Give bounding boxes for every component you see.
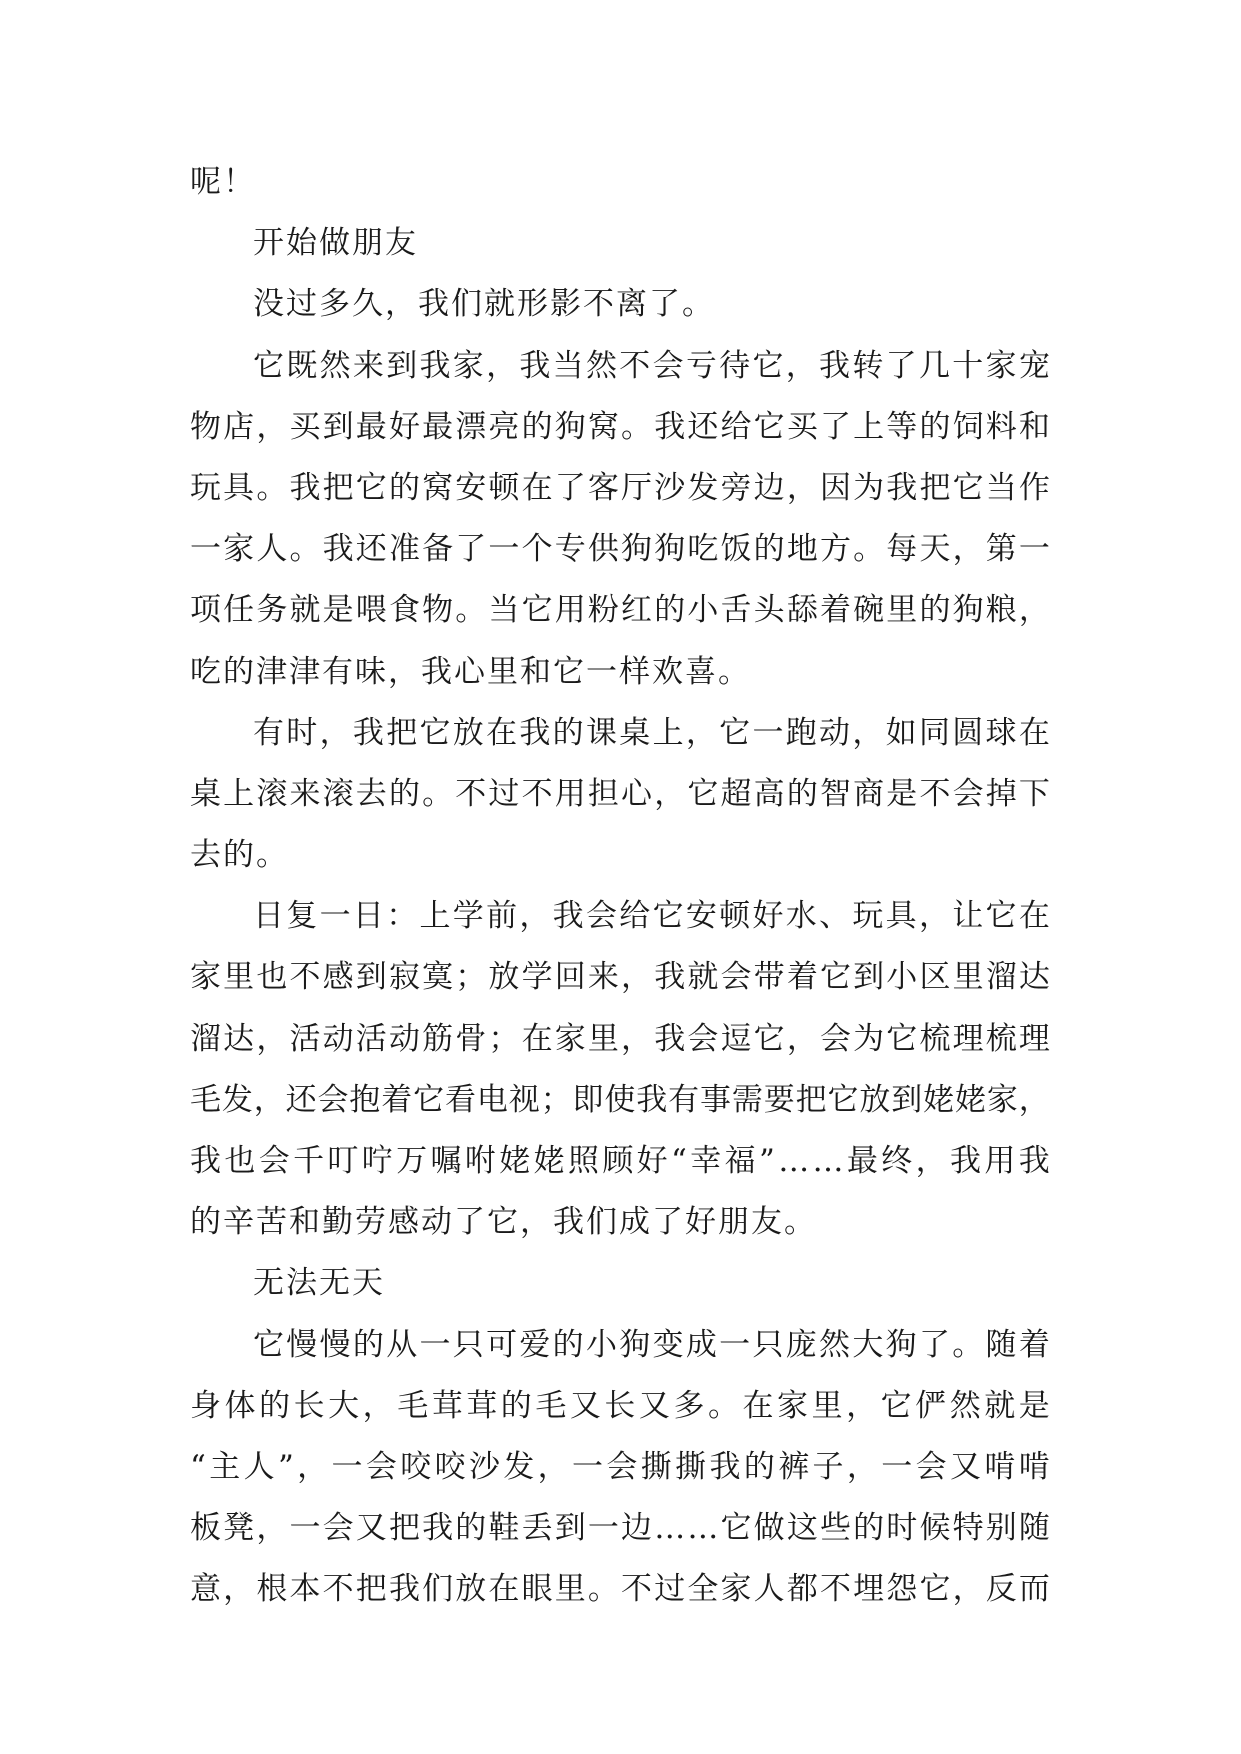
- text-line: 身 体 的 长 大 ， 毛 茸 茸 的 毛 又 长 又 多 。 在 家 里 ， 它 俨 然 就 是: [190, 1387, 1050, 1424]
- text-line: 家 里 也 不 感 到 寂 寞 ； 放 学 回 来 ， 我 就 会 带 着 它 到 小 区 里 溜 达: [190, 959, 1050, 996]
- document-body: [190, 152, 1050, 1621]
- text-line: 的辛苦和勤劳感动了它，我们成了好朋友。: [190, 1204, 817, 1241]
- text-line: 没过多久，我们就形影不离了。: [253, 286, 715, 323]
- text-line: 日 复 一 日 ： 上 学 前 ， 我 会 给 它 安 顿 好 水 、 玩 具 ， 让 它 在: [253, 898, 1050, 935]
- text-line: 溜 达 ， 活 动 活 动 筋 骨 ； 在 家 里 ， 我 会 逗 它 ， 会 为 它 梳 理 梳 理: [190, 1020, 1050, 1057]
- text-line: 无法无天: [253, 1265, 385, 1302]
- text-line: 一 家 人 。 我 还 准 备 了 一 个 专 供 狗 狗 吃 饭 的 地 方 。 每 天 ， 第 一: [190, 531, 1050, 568]
- text-line: 板 凳 ， 一 会 又 把 我 的 鞋 丢 到 一 边 … … 它 做 这 些 的 时 候 特 别 随: [190, 1510, 1050, 1547]
- text-line: 它 既 然 来 到 我 家 ， 我 当 然 不 会 亏 待 它 ， 我 转 了 几 十 家 宠: [253, 347, 1050, 384]
- text-line: 去的。: [190, 837, 289, 874]
- text-line: 它 慢 慢 的 从 一 只 可 爱 的 小 狗 变 成 一 只 庞 然 大 狗 了 。 随 着: [253, 1326, 1050, 1363]
- text-line: 有 时 ， 我 把 它 放 在 我 的 课 桌 上 ， 它 一 跑 动 ， 如 同 圆 球 在: [253, 714, 1050, 751]
- text-line: 项 任 务 就 是 喂 食 物 。 当 它 用 粉 红 的 小 舌 头 舔 着 碗 里 的 狗 粮 ，: [190, 592, 1050, 629]
- text-line: 玩 具 。 我 把 它 的 窝 安 顿 在 了 客 厅 沙 发 旁 边 ， 因 为 我 把 它 当 作: [190, 469, 1050, 506]
- text-line: 毛 发 ， 还 会 抱 着 它 看 电 视 ； 即 使 我 有 事 需 要 把 它 放 到 姥 姥 家 ，: [190, 1081, 1050, 1118]
- text-line: “ 主 人 ” ， 一 会 咬 咬 沙 发 ， 一 会 撕 撕 我 的 裤 子 ， 一 会 又 啃 啃: [190, 1448, 1050, 1485]
- text-line: 意 ， 根 本 不 把 我 们 放 在 眼 里 。 不 过 全 家 人 都 不 埋 怨 它 ， 反 而: [190, 1571, 1050, 1608]
- text-line: 桌 上 滚 来 滚 去 的 。 不 过 不 用 担 心 ， 它 超 高 的 智 商 是 不 会 掉 下: [190, 775, 1050, 812]
- text-line: 吃的津津有味，我心里和它一样欢喜。: [190, 653, 751, 690]
- text-line: 物 店 ， 买 到 最 好 最 漂 亮 的 狗 窝 。 我 还 给 它 买 了 上 等 的 饲 料 和: [190, 408, 1050, 445]
- text-line: 开始做朋友: [253, 225, 418, 262]
- document-page: [190, 152, 1050, 1621]
- text-line: 呢！: [190, 164, 256, 200]
- text-line: 我 也 会 千 叮 咛 万 嘱 咐 姥 姥 照 顾 好 “ 幸 福 ” … … 最 终 ， 我 用 我: [190, 1143, 1050, 1179]
